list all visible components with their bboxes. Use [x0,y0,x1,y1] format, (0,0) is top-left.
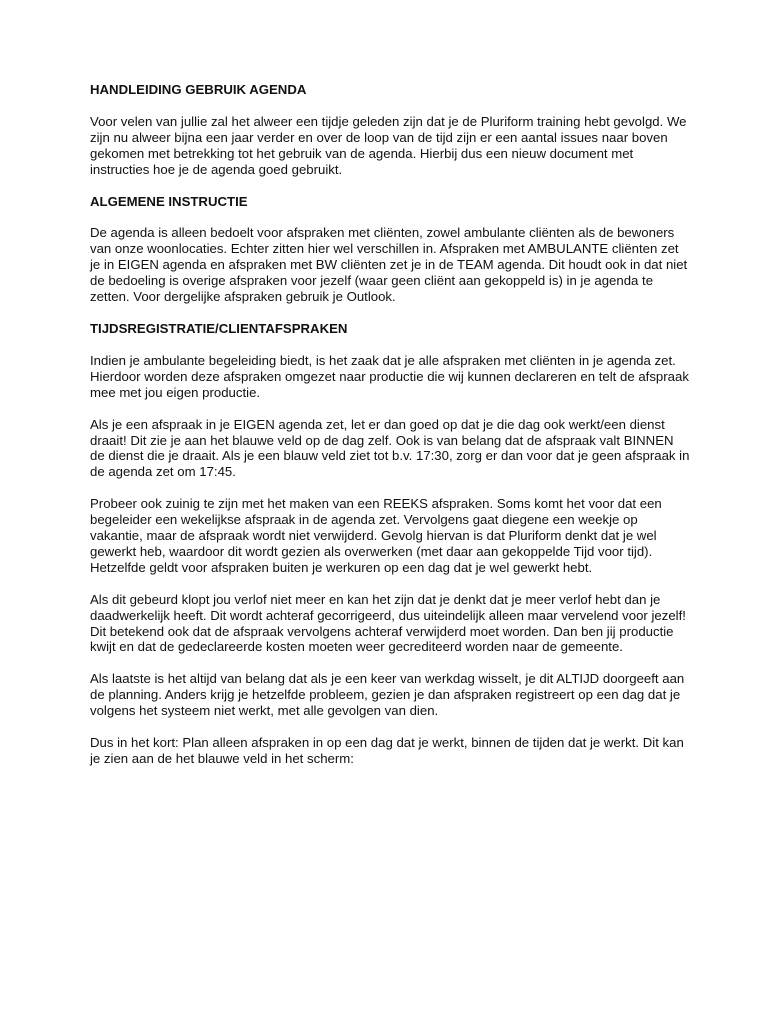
paragraph-samenvatting: Dus in het kort: Plan alleen afspraken in op een dag dat je werkt, binnen de tijden dat je werkt. Dit kan je zien aan de het blauwe veld in het scherm: [90,735,684,766]
section-heading-algemene-instructie: ALGEMENE INSTRUCTIE [90,193,248,209]
document-page [90,82,690,783]
document-title: HANDLEIDING GEBRUIK AGENDA [90,82,307,97]
paragraph-ambulante-begeleiding: Indien je ambulante begeleiding biedt, is het zaak dat je alle afspraken met cliënten in je agenda zet. Hierdoor worden deze afspraken omgezet naar productie die wij kunnen declareren en telt de afspraak mee met jou eigen productie. [90,352,689,400]
paragraph-werkdag-wisselen: Als laatste is het altijd van belang dat als je een keer van werkdag wisselt, je dit ALTIJD doorgeeft aan de planning. Anders krijg je hetzelfde probleem, gezien je dan afspraken registreert op een dag dat je volgens het systeem niet werkt, met alle gevolgen van dien. [90,671,685,719]
section-heading-tijdsregistratie: TIJDSREGISTRATIE/CLIENTAFSPRAKEN [90,320,348,336]
paragraph-verlof: Als dit gebeurd klopt jou verlof niet meer en kan het zijn dat je denkt dat je meer verlof hebt dan je daadwerkelijk heeft. Dit wordt achteraf gecorrigeerd, dus uiteindelijk alleen maar vervelend voor jezelf! Dit betekend ook dat de afspraak vervolgens achteraf verwijderd moet worden. Dan ben jij productie kwijt en dat de gedeclareerde kosten moeten weer gecrediteerd worden naar de gemeente. [90,591,686,655]
paragraph-reeks-afspraken: Probeer ook zuinig te zijn met het maken van een REEKS afspraken. Soms komt het voor dat een begeleider een wekelijkse afspraak in de agenda zet. Vervolgens gaat diegene een weekje op vakantie, maar de afspraak wordt niet verwijderd. Gevolg hiervan is dat Pluriform denkt dat je wel gewerkt heb, waardoor dit wordt gezien als overwerken (met daar aan gekoppelde Tijd voor tijd). Hetzelfde geldt voor afspraken buiten je werkuren op een dag dat je wel gewerkt hebt. [90,496,662,575]
intro-paragraph: Voor velen van jullie zal het alweer een tijdje geleden zijn dat je de Pluriform training hebt gevolgd. We zijn nu alweer bijna een jaar verder en over de loop van de tijd zijn er een aantal issues naar boven gekomen met betrekking tot het gebruik van de agenda. Hierbij dus een nieuw document met instructies hoe je de agenda goed gebruikt. [90,113,687,177]
paragraph-eigen-agenda: Als je een afspraak in je EIGEN agenda zet, let er dan goed op dat je die dag ook werkt/een dienst draait! Dit zie je aan het blauwe veld op de dag zelf. Ook is van belang dat de afspraak valt BINNEN de dienst die je draait. Als je een blauw veld ziet tot b.v. 17:30, zorg er dan voor dat je geen afspraak in de agenda zet om 17:45. [90,416,690,480]
paragraph-agenda-usage: De agenda is alleen bedoelt voor afspraken met cliënten, zowel ambulante cliënten als de bewoners van onze woonlocaties. Echter zitten hier wel verschillen in. Afspraken met AMBULANTE cliënten zet je in EIGEN agenda en afspraken met BW cliënten zet je in de TEAM agenda. Dit houdt ook in dat niet de bedoeling is overige afspraken voor jezelf (waar geen cliënt aan gekoppeld is) in je agenda te zetten. Voor dergelijke afspraken gebruik je Outlook. [90,225,688,305]
